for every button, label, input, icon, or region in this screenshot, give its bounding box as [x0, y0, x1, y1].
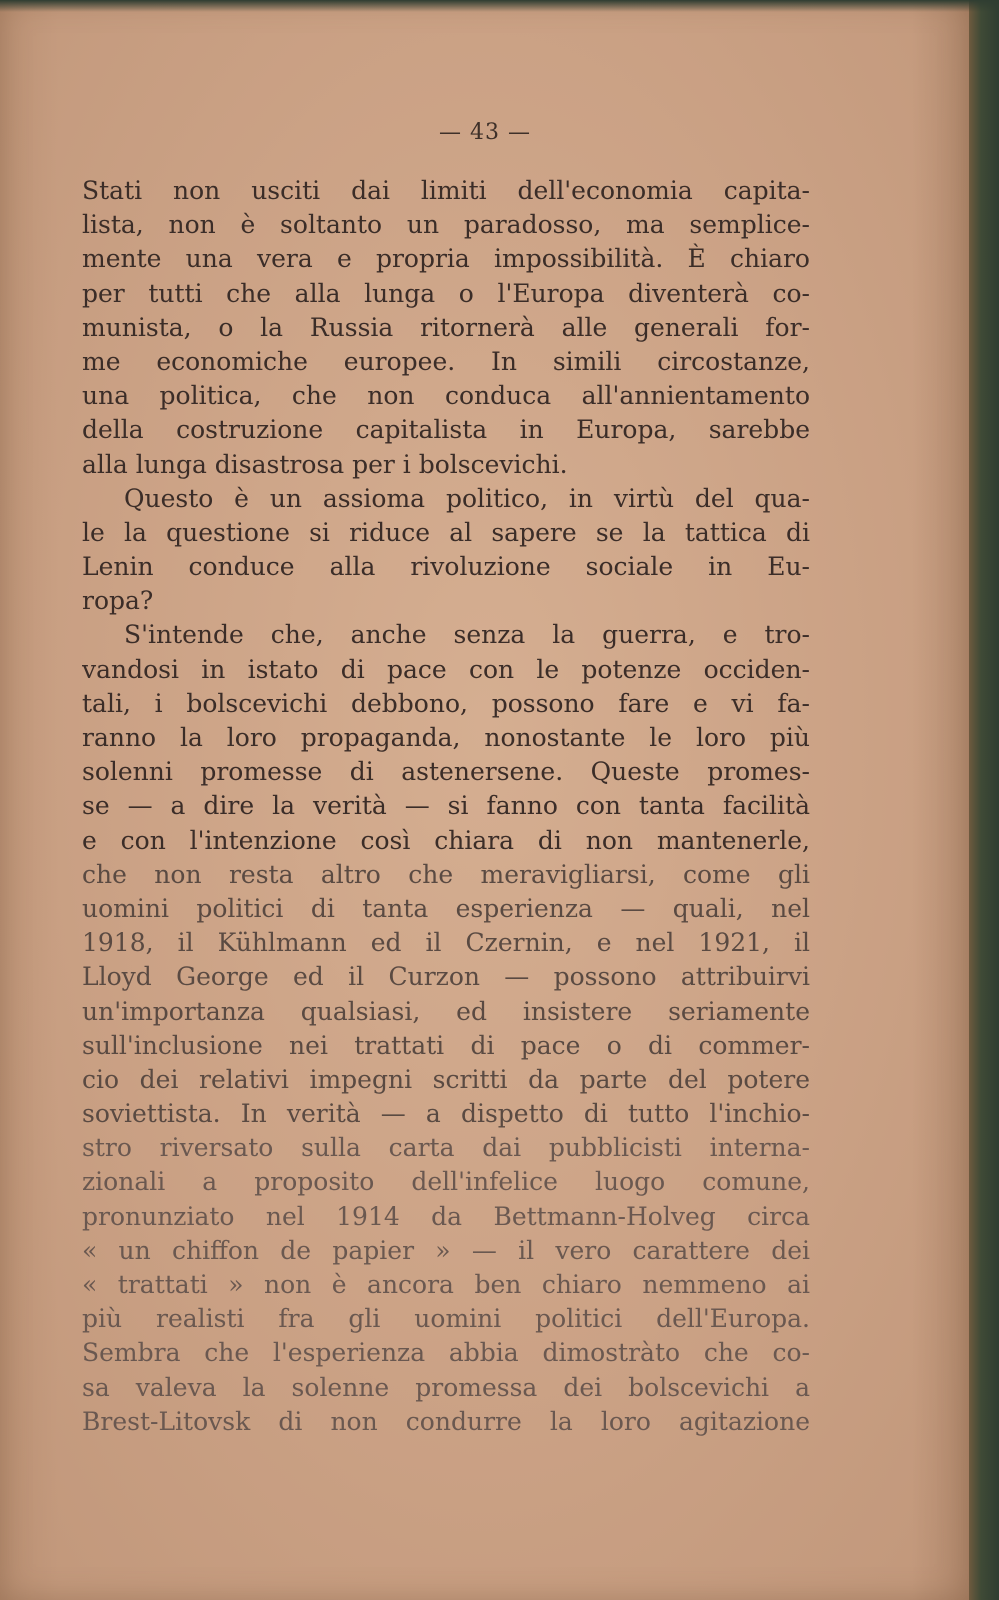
- text-line: munista, o la Russia ritornerà alle generali for-: [82, 312, 810, 342]
- text-line: se — a dire la verità — si fanno con tanta facilità: [82, 791, 810, 821]
- text-line: Sembra che l'esperienza abbia dimostràto che co-: [82, 1338, 810, 1368]
- text-line: S'intende che, anche senza la guerra, e tro-: [124, 620, 810, 650]
- text-line: me economiche europee. In simili circostanze,: [82, 346, 810, 376]
- text-line: ropa?: [82, 586, 154, 616]
- page-number: — 43 —: [439, 120, 531, 145]
- text-line: della costruzione capitalista in Europa, sarebbe: [82, 415, 810, 445]
- text-line: « trattati » non è ancora ben chiaro nemmeno ai: [82, 1270, 810, 1299]
- text-line: 1918, il Kühlmann ed il Czernin, e nel 1921, il: [82, 928, 810, 958]
- text-line: tali, i bolscevichi debbono, possono fare e vi fa-: [82, 688, 810, 718]
- book-spine-edge: [969, 0, 999, 1600]
- text-line: una politica, che non conduca all'annientamento: [82, 381, 810, 411]
- text-line: Brest-Litovsk di non condurre la loro agitazione: [82, 1406, 810, 1436]
- text-line: per tutti che alla lunga o l'Europa diventerà co-: [82, 278, 810, 308]
- text-line: sa valeva la solenne promessa dei bolscevichi a: [82, 1372, 810, 1402]
- text-line: alla lunga disastrosa per i bolscevichi.: [82, 449, 568, 479]
- body-text: [82, 174, 810, 1439]
- text-line: mente una vera e propria impossibilità. È chiaro: [82, 244, 810, 274]
- text-line: pronunziato nel 1914 da Bettmann-Holveg circa: [82, 1201, 810, 1231]
- text-line: le la questione si riduce al sapere se la tattica di: [82, 517, 810, 547]
- text-line: Questo è un assioma politico, in virtù del qua-: [124, 483, 810, 513]
- text-line: soviettista. In verità — a dispetto di tutto l'inchio-: [82, 1099, 810, 1129]
- text-line: ranno la loro propaganda, nonostante le loro più: [82, 723, 810, 752]
- text-line: un'importanza qualsiasi, ed insistere seriamente: [82, 996, 810, 1026]
- text-line: uomini politici di tanta esperienza — quali, nel: [82, 893, 810, 923]
- text-line: Lloyd George ed il Curzon — possono attribuirvi: [82, 962, 810, 992]
- text-line: « un chiffon de papier » — il vero carattere dei: [82, 1235, 810, 1265]
- text-line: cio dei relativi impegni scritti da parte del potere: [82, 1064, 810, 1094]
- text-line: sull'inclusione nei trattati di pace o di commer-: [82, 1030, 810, 1060]
- text-line: stro riversato sulla carta dai pubblicisti interna-: [82, 1133, 810, 1163]
- text-line: zionali a proposito dell'infelice luogo comune,: [82, 1167, 810, 1197]
- page-top-edge: [0, 0, 999, 12]
- text-line: Stati non usciti dai limiti dell'economia capita-: [82, 176, 810, 205]
- text-line: Lenin conduce alla rivoluzione sociale in Eu-: [82, 552, 810, 582]
- text-line: e con l'intenzione così chiara di non mantenerle,: [82, 825, 810, 855]
- text-line: lista, non è soltanto un paradosso, ma semplice-: [82, 210, 810, 240]
- text-line: solenni promesse di astenersene. Queste promes-: [82, 757, 810, 787]
- text-line: vandosi in istato di pace con le potenze occiden-: [82, 654, 810, 684]
- text-line: più realisti fra gli uomini politici dell'Europa.: [82, 1304, 810, 1334]
- text-line: che non resta altro che meravigliarsi, come gli: [82, 859, 810, 889]
